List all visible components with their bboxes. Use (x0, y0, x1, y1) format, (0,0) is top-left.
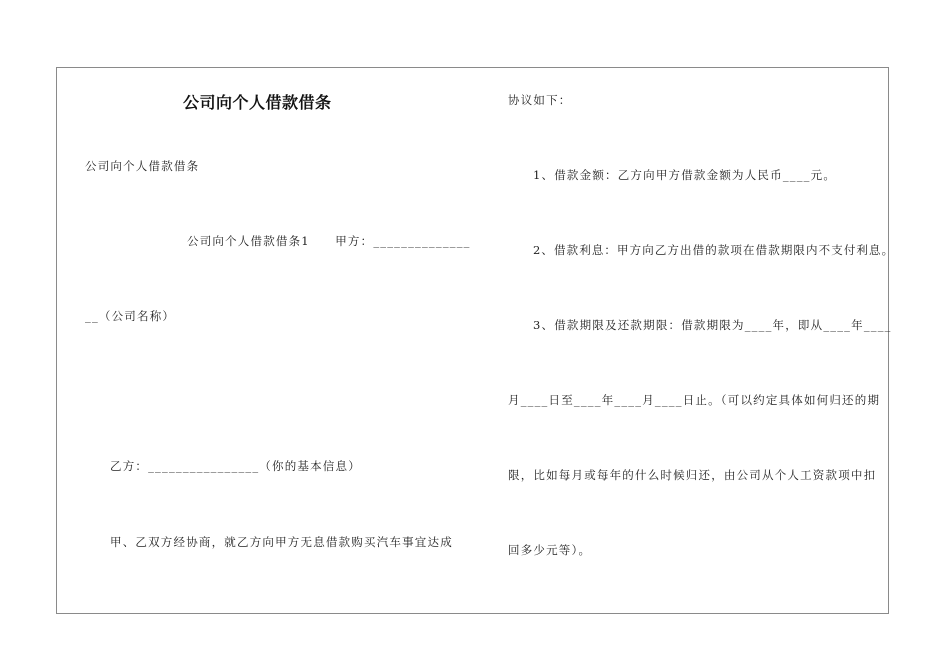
agreement-continue: 协议如下： (508, 93, 572, 107)
party-a-line: 公司向个人借款借条1 甲方：______________ (187, 234, 471, 248)
clause-3-line-1: 3、借款期限及还款期限：借款期限为____年，即从____年____ (533, 318, 892, 332)
clause-3-line-4: 回多少元等）。 (508, 543, 592, 557)
clause-2: 2、借款利息：甲方向乙方出借的款项在借款期限内不支付利息。 (533, 243, 895, 257)
clause-3-line-3: 限，比如每月或每年的什么时候归还，由公司从个人工资款项中扣 (508, 468, 877, 482)
document-subtitle: 公司向个人借款借条 (85, 159, 200, 173)
company-name-line: __（公司名称） (85, 309, 176, 323)
agreement-intro: 甲、乙双方经协商，就乙方向甲方无息借款购买汽车事宜达成 (110, 535, 453, 549)
document-title: 公司向个人借款借条 (183, 93, 332, 112)
clause-3-line-2: 月____日至____年____月____日止。（可以约定具体如何归还的期 (508, 393, 881, 407)
document-page-frame (56, 67, 889, 614)
party-b-line: 乙方：________________（你的基本信息） (110, 459, 361, 473)
clause-1: 1、借款金额：乙方向甲方借款金额为人民币____元。 (533, 168, 837, 182)
